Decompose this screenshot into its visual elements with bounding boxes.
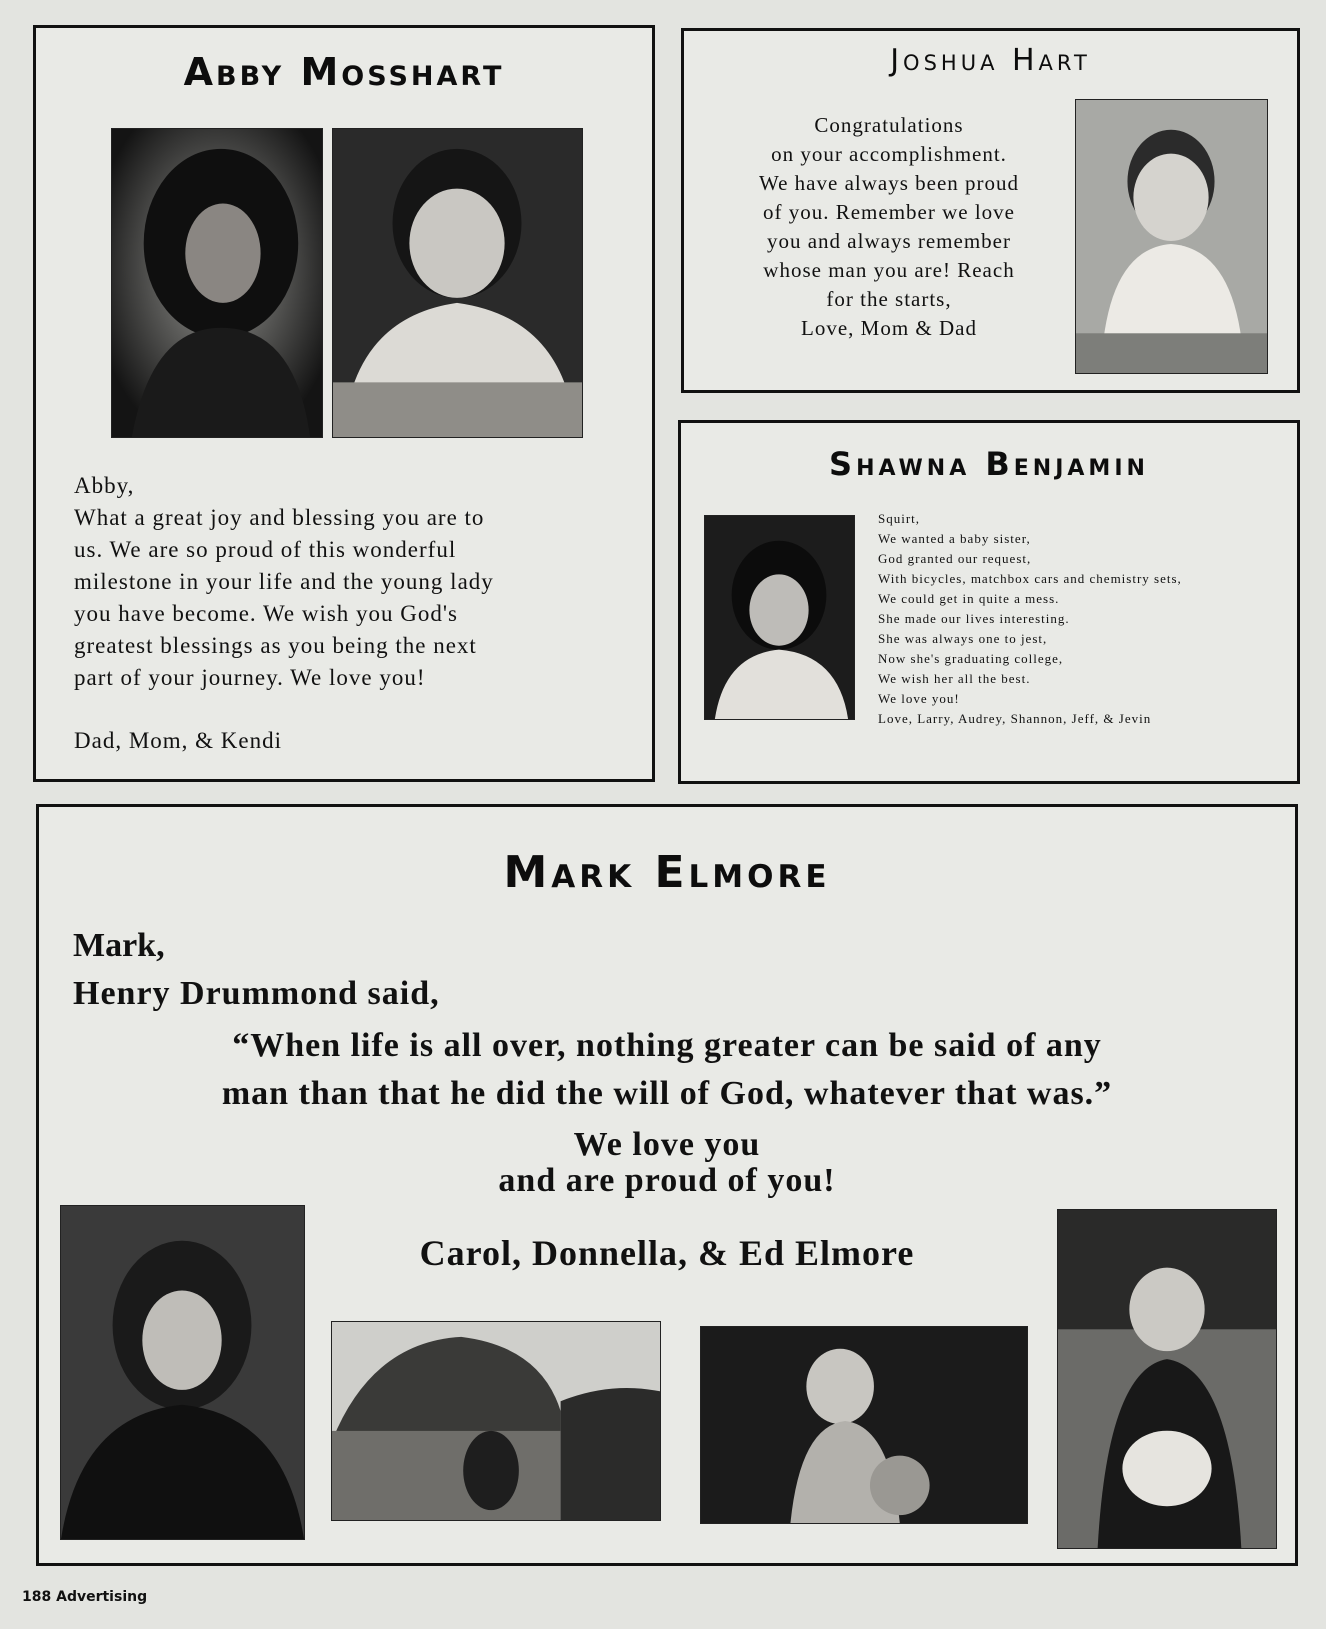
joshua-message-line: Congratulations [814,113,964,137]
joshua-message [704,111,1074,343]
mark-intro: Henry Drummond said, [73,975,440,1012]
shawna-poem-line: With bicycles, matchbox cars and chemistry sets, [878,571,1182,586]
abby-message-line: part of your journey. We love you! [74,665,426,690]
joshua-message-line: for the starts, [826,287,952,311]
shawna-poem-line: We wish her all the best. [878,671,1031,686]
mark-title: Mark Elmore [503,847,831,898]
section-name: Advertising [56,1589,148,1605]
page-footer [22,1589,147,1605]
joshua-hart-ad [681,28,1300,393]
abby-child-photo [332,128,583,438]
mark-quote [39,1022,1295,1118]
shawna-title: Shawna Benjamin [829,445,1149,483]
joshua-message-line: We have always been proud [758,171,1020,195]
shawna-poem-line: Squirt, [878,511,921,526]
abby-mosshart-ad [33,25,655,782]
mark-greeting: Mark, [73,927,165,964]
abby-message-line: milestone in your life and the young lady [74,569,494,594]
joshua-child-photo [1075,99,1268,374]
abby-signature: Dad, Mom, & Kendi [74,728,283,753]
mark-elmore-ad [36,804,1298,1566]
joshua-message-line: you and always remember [766,229,1011,253]
mark-quote-line: man than that he did the will of God, whatever that was.” [221,1075,1113,1112]
mark-love-line: We love you [573,1126,761,1163]
mark-hut-photo [331,1321,661,1521]
abby-message [74,470,494,694]
abby-message-line: greatest blessings as you being the next [74,633,477,658]
shawna-poem-line: Now she's graduating college, [878,651,1064,666]
abby-senior-photo [111,128,323,438]
joshua-message-line: whose man you are! Reach [763,258,1015,282]
shawna-poem-line: Love, Larry, Audrey, Shannon, Jeff, & Jevin [878,711,1152,726]
abby-message-line: Abby, [74,473,135,498]
shawna-poem [878,509,1182,729]
mark-senior-photo [60,1205,305,1540]
shawna-poem-line: God granted our request, [878,551,1032,566]
mark-baby-photo [700,1326,1028,1524]
joshua-message-line: on your accomplishment. [771,142,1007,166]
shawna-benjamin-ad [678,420,1300,784]
joshua-title: Joshua Hart [890,43,1091,78]
page-number: 188 [22,1589,52,1605]
mark-signature: Carol, Donnella, & Ed Elmore [419,1233,915,1273]
shawna-poem-line: We wanted a baby sister, [878,531,1031,546]
abby-message-line: you have become. We wish you God's [74,601,458,626]
mark-child-dog-photo [1057,1209,1277,1549]
shawna-poem-line: She made our lives interesting. [878,611,1070,626]
abby-title: Abby Mosshart [183,50,505,94]
shawna-poem-line: She was always one to jest, [878,631,1048,646]
abby-message-line: us. We are so proud of this wonderful [74,537,457,562]
abby-message-line: What a great joy and blessing you are to [74,505,485,530]
shawna-poem-line: We could get in quite a mess. [878,591,1060,606]
mark-love-line: and are proud of you! [498,1162,836,1199]
shawna-poem-line: We love you! [878,691,960,706]
mark-love-message [39,1127,1295,1199]
joshua-message-line: Love, Mom & Dad [801,316,977,340]
mark-quote-line: “When life is all over, nothing greater can be said of any [232,1027,1102,1064]
joshua-message-line: of you. Remember we love [762,200,1016,224]
shawna-child-photo [704,515,855,720]
